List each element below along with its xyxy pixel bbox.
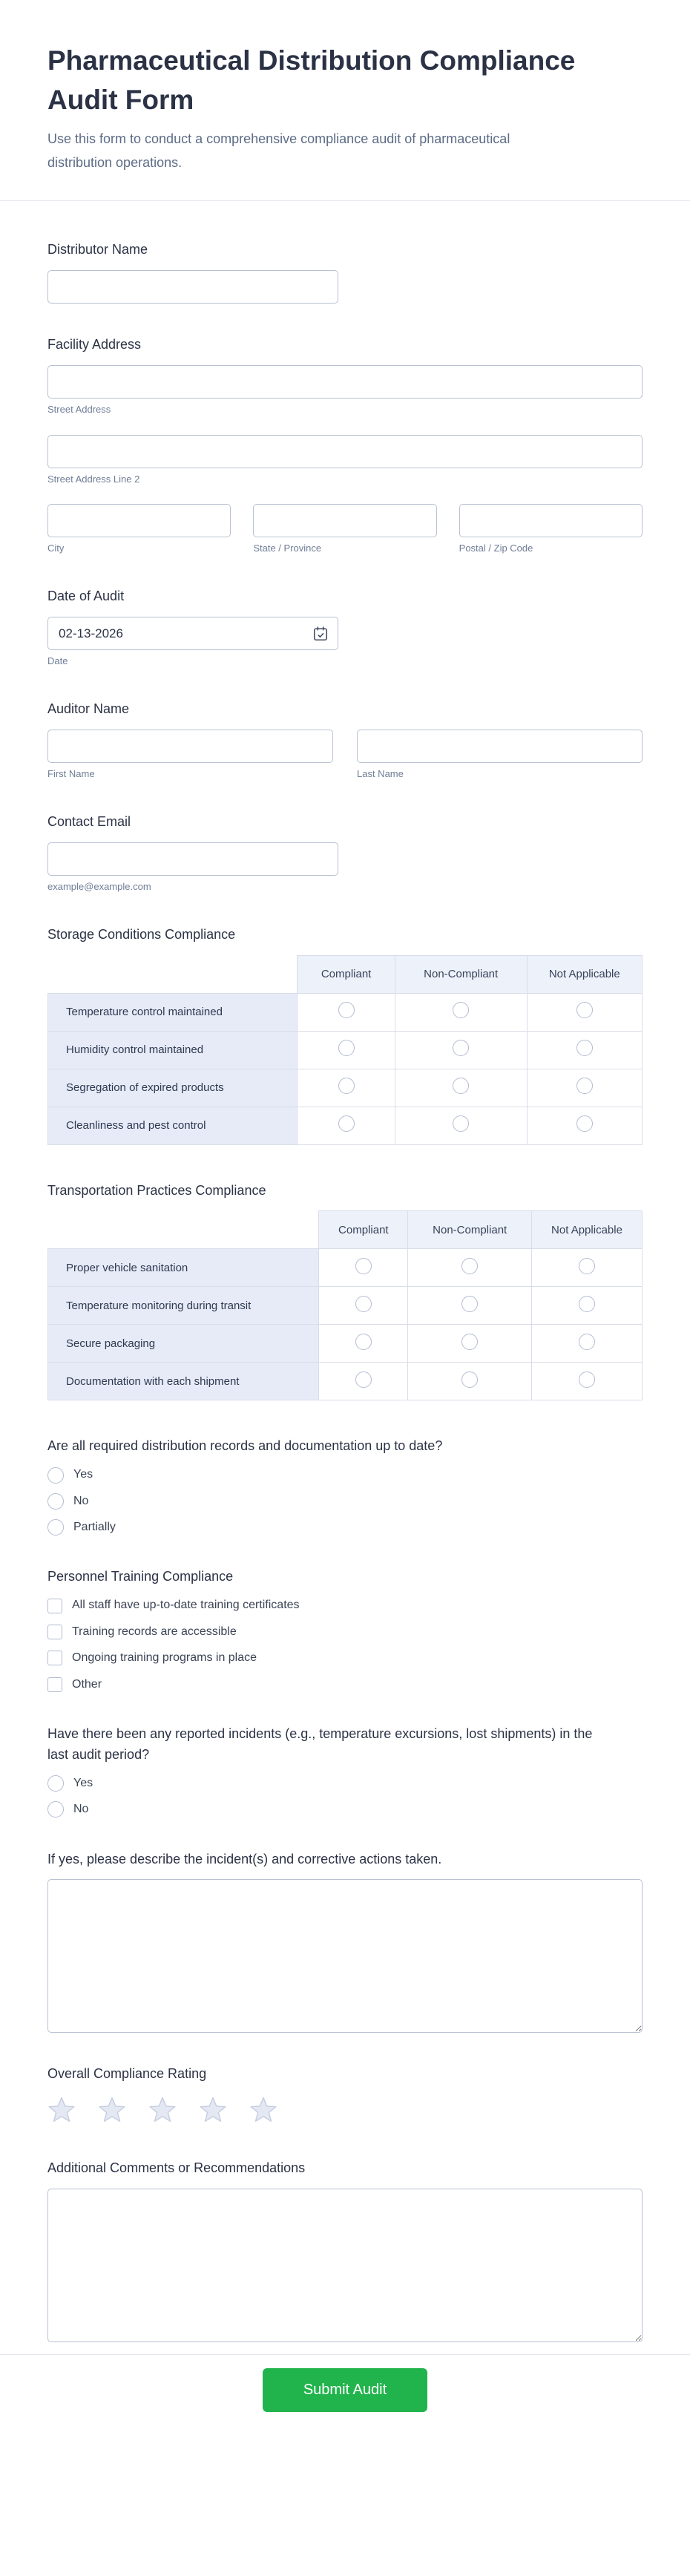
matrix-cell-cleanliness-and-pest-control-compliant bbox=[298, 1107, 395, 1144]
matrix-cell-documentation-with-each-shipment-non-compliant bbox=[408, 1363, 532, 1400]
matrix-row-temperature-monitoring-during-transit bbox=[48, 1287, 643, 1325]
last-name-input[interactable] bbox=[357, 730, 643, 763]
option-label: Ongoing training programs in place bbox=[72, 1651, 257, 1665]
matrix-cell-segregation-of-expired-products-compliant bbox=[298, 1069, 395, 1107]
matrix-row-secure-packaging bbox=[48, 1325, 643, 1363]
radio-option-yes[interactable] bbox=[47, 1466, 643, 1483]
matrix-row-label: Secure packaging bbox=[48, 1325, 319, 1363]
matrix-cell-secure-packaging-non-compliant bbox=[408, 1325, 532, 1363]
star-icon[interactable] bbox=[249, 2097, 277, 2127]
submit-row bbox=[0, 2355, 690, 2436]
incidents-question bbox=[47, 1724, 643, 1818]
checkbox-icon[interactable] bbox=[47, 1599, 62, 1613]
option-label: No bbox=[73, 1803, 89, 1816]
option-label: Yes bbox=[73, 1776, 93, 1789]
form-header bbox=[0, 0, 690, 175]
matrix-row-segregation-of-expired-products bbox=[48, 1069, 643, 1107]
first-name-sublabel: First Name bbox=[47, 767, 95, 779]
matrix-row-label: Proper vehicle sanitation bbox=[48, 1249, 319, 1287]
first-name-input[interactable] bbox=[47, 730, 333, 763]
form-title: Pharmaceutical Distribution Compliance Audit Form bbox=[47, 45, 576, 115]
city-input[interactable] bbox=[47, 504, 231, 537]
matrix-cell-secure-packaging-not-applicable bbox=[531, 1325, 642, 1363]
matrix-column-header-compliant: Compliant bbox=[319, 1211, 408, 1249]
matrix-radio-cleanliness-and-pest-control-not-applicable[interactable] bbox=[576, 1115, 593, 1132]
contact-email-sublabel: example@example.com bbox=[47, 880, 151, 892]
matrix-radio-proper-vehicle-sanitation-not-applicable[interactable] bbox=[579, 1258, 595, 1274]
postal-code-input[interactable] bbox=[459, 504, 643, 537]
incident-details-field bbox=[47, 1849, 643, 2033]
rating-label: Overall Compliance Rating bbox=[47, 2066, 207, 2082]
matrix-radio-secure-packaging-non-compliant[interactable] bbox=[461, 1334, 478, 1350]
contact-email-label: Contact Email bbox=[47, 813, 131, 829]
postal-code-sublabel: Postal / Zip Code bbox=[459, 543, 533, 554]
auditor-name-field bbox=[47, 699, 643, 781]
calendar-icon[interactable] bbox=[312, 626, 329, 642]
matrix-cell-cleanliness-and-pest-control-not-applicable bbox=[527, 1107, 642, 1144]
incidents-options bbox=[47, 1775, 643, 1818]
comments-field bbox=[47, 2158, 643, 2342]
city-sublabel: City bbox=[47, 543, 65, 554]
radio-option-no[interactable] bbox=[47, 1493, 643, 1510]
state-sublabel: State / Province bbox=[253, 543, 322, 554]
matrix-radio-documentation-with-each-shipment-not-applicable[interactable] bbox=[579, 1371, 595, 1388]
last-name-sublabel: Last Name bbox=[357, 767, 404, 779]
matrix-cell-proper-vehicle-sanitation-not-applicable bbox=[531, 1249, 642, 1287]
checkbox-option-ongoing-training-programs-in-place[interactable] bbox=[47, 1650, 643, 1666]
radio-icon[interactable] bbox=[47, 1801, 64, 1818]
matrix-cell-temperature-control-maintained-non-compliant bbox=[395, 993, 527, 1031]
training-question bbox=[47, 1567, 643, 1692]
star-icon[interactable] bbox=[98, 2097, 126, 2127]
matrix-cell-proper-vehicle-sanitation-non-compliant bbox=[408, 1249, 532, 1287]
rating-field bbox=[47, 2064, 643, 2127]
matrix-radio-temperature-monitoring-during-transit-not-applicable[interactable] bbox=[579, 1296, 595, 1312]
matrix-radio-secure-packaging-not-applicable[interactable] bbox=[579, 1334, 595, 1350]
matrix-cell-temperature-monitoring-during-transit-non-compliant bbox=[408, 1287, 532, 1325]
radio-option-no[interactable] bbox=[47, 1801, 643, 1818]
matrix-radio-proper-vehicle-sanitation-non-compliant[interactable] bbox=[461, 1258, 478, 1274]
submit-button[interactable]: Submit Audit bbox=[263, 2368, 427, 2412]
option-label: All staff have up-to-date training certificates bbox=[72, 1599, 300, 1612]
matrix-column-header-non-compliant: Non-Compliant bbox=[408, 1211, 532, 1249]
matrix-radio-humidity-control-maintained-non-compliant[interactable] bbox=[453, 1040, 469, 1056]
radio-icon[interactable] bbox=[47, 1493, 64, 1510]
matrix-corner-cell bbox=[48, 1211, 319, 1249]
matrix-radio-temperature-control-maintained-non-compliant[interactable] bbox=[453, 1002, 469, 1018]
auditor-name-label: Auditor Name bbox=[47, 701, 130, 717]
matrix-row-label: Humidity control maintained bbox=[48, 1031, 298, 1069]
date-input[interactable] bbox=[47, 617, 338, 650]
matrix-radio-humidity-control-maintained-not-applicable[interactable] bbox=[576, 1040, 593, 1056]
checkbox-icon[interactable] bbox=[47, 1625, 62, 1639]
facility-address-field bbox=[47, 335, 643, 556]
matrix-row-label: Temperature monitoring during transit bbox=[48, 1287, 319, 1325]
option-label: Partially bbox=[73, 1521, 116, 1534]
matrix-column-header-compliant: Compliant bbox=[298, 955, 395, 993]
matrix-row-cleanliness-and-pest-control bbox=[48, 1107, 643, 1144]
star-icon[interactable] bbox=[199, 2097, 227, 2127]
date-of-audit-label: Date of Audit bbox=[47, 589, 125, 604]
matrix-row-proper-vehicle-sanitation bbox=[48, 1249, 643, 1287]
star-rating bbox=[47, 2097, 643, 2127]
street-address-line2-input[interactable] bbox=[47, 435, 643, 468]
matrix-cell-segregation-of-expired-products-non-compliant bbox=[395, 1069, 527, 1107]
matrix-cell-documentation-with-each-shipment-compliant bbox=[319, 1363, 408, 1400]
matrix-radio-segregation-of-expired-products-not-applicable[interactable] bbox=[576, 1078, 593, 1094]
option-label: No bbox=[73, 1494, 89, 1507]
matrix-radio-cleanliness-and-pest-control-non-compliant[interactable] bbox=[453, 1115, 469, 1132]
matrix-radio-temperature-monitoring-during-transit-compliant[interactable] bbox=[355, 1296, 372, 1312]
records-options bbox=[47, 1466, 643, 1536]
matrix-column-header-not-applicable: Not Applicable bbox=[531, 1211, 642, 1249]
matrix-cell-cleanliness-and-pest-control-non-compliant bbox=[395, 1107, 527, 1144]
matrix-radio-proper-vehicle-sanitation-compliant[interactable] bbox=[355, 1258, 372, 1274]
matrix-cell-temperature-monitoring-during-transit-compliant bbox=[319, 1287, 408, 1325]
street-address-line2-sublabel: Street Address Line 2 bbox=[47, 473, 140, 485]
matrix-column-header-not-applicable: Not Applicable bbox=[527, 955, 642, 993]
state-input[interactable] bbox=[253, 504, 436, 537]
matrix-row-humidity-control-maintained bbox=[48, 1031, 643, 1069]
matrix-radio-temperature-monitoring-during-transit-non-compliant[interactable] bbox=[461, 1296, 478, 1312]
incident-details-label: If yes, please describe the incident(s) and corrective actions taken. bbox=[47, 1851, 442, 1867]
matrix-row-label: Segregation of expired products bbox=[48, 1069, 298, 1107]
form-body bbox=[0, 201, 690, 2342]
matrix-cell-temperature-monitoring-during-transit-not-applicable bbox=[531, 1287, 642, 1325]
date-sublabel: Date bbox=[47, 655, 68, 667]
transportation-compliance-matrix bbox=[47, 1181, 643, 1401]
checkbox-option-all-staff-have-up-to-date-training-certificates[interactable] bbox=[47, 1597, 643, 1613]
storage-compliance-matrix bbox=[47, 925, 643, 1145]
radio-icon[interactable] bbox=[47, 1775, 64, 1792]
matrix-radio-segregation-of-expired-products-compliant[interactable] bbox=[338, 1078, 355, 1094]
checkbox-option-other[interactable] bbox=[47, 1677, 643, 1693]
transportation-compliance-label: Transportation Practices Compliance bbox=[47, 1182, 266, 1198]
contact-email-input[interactable] bbox=[47, 842, 338, 876]
facility-address-label: Facility Address bbox=[47, 336, 142, 352]
matrix-column-header-non-compliant: Non-Compliant bbox=[395, 955, 527, 993]
matrix-radio-documentation-with-each-shipment-non-compliant[interactable] bbox=[461, 1371, 478, 1388]
contact-email-field bbox=[47, 812, 643, 894]
incident-details-textarea[interactable] bbox=[47, 1879, 643, 2033]
records-question bbox=[47, 1436, 643, 1536]
star-icon[interactable] bbox=[47, 2097, 76, 2127]
matrix-row-label: Temperature control maintained bbox=[48, 993, 298, 1031]
matrix-cell-humidity-control-maintained-non-compliant bbox=[395, 1031, 527, 1069]
date-of-audit-field bbox=[47, 586, 643, 668]
street-address-input[interactable] bbox=[47, 365, 643, 399]
transportation-compliance-table bbox=[47, 1210, 643, 1400]
matrix-cell-segregation-of-expired-products-not-applicable bbox=[527, 1069, 642, 1107]
storage-compliance-label: Storage Conditions Compliance bbox=[47, 926, 236, 942]
training-question-label: Personnel Training Compliance bbox=[47, 1569, 234, 1584]
checkbox-icon[interactable] bbox=[47, 1651, 62, 1665]
option-label: Training records are accessible bbox=[72, 1625, 237, 1638]
comments-textarea[interactable] bbox=[47, 2189, 643, 2342]
checkbox-icon[interactable] bbox=[47, 1677, 62, 1692]
matrix-cell-humidity-control-maintained-not-applicable bbox=[527, 1031, 642, 1069]
checkbox-option-training-records-are-accessible[interactable] bbox=[47, 1624, 643, 1640]
matrix-radio-humidity-control-maintained-compliant[interactable] bbox=[338, 1040, 355, 1056]
matrix-row-documentation-with-each-shipment bbox=[48, 1363, 643, 1400]
date-value: 02-13-2026 bbox=[59, 626, 123, 640]
radio-icon[interactable] bbox=[47, 1467, 64, 1484]
matrix-cell-secure-packaging-compliant bbox=[319, 1325, 408, 1363]
matrix-radio-secure-packaging-compliant[interactable] bbox=[355, 1334, 372, 1350]
comments-label: Additional Comments or Recommendations bbox=[47, 2160, 306, 2176]
matrix-radio-cleanliness-and-pest-control-compliant[interactable] bbox=[338, 1115, 355, 1132]
matrix-corner-cell bbox=[48, 955, 298, 993]
matrix-row-label: Cleanliness and pest control bbox=[48, 1107, 298, 1144]
matrix-row-temperature-control-maintained bbox=[48, 993, 643, 1031]
distributor-name-label: Distributor Name bbox=[47, 241, 148, 257]
training-options bbox=[47, 1597, 643, 1693]
matrix-cell-humidity-control-maintained-compliant bbox=[298, 1031, 395, 1069]
distributor-name-input[interactable] bbox=[47, 270, 338, 304]
matrix-radio-documentation-with-each-shipment-compliant[interactable] bbox=[355, 1371, 372, 1388]
option-label: Other bbox=[72, 1677, 102, 1691]
street-address-sublabel: Street Address bbox=[47, 403, 111, 415]
star-icon[interactable] bbox=[148, 2097, 177, 2127]
distributor-name-field bbox=[47, 240, 643, 304]
matrix-radio-temperature-control-maintained-not-applicable[interactable] bbox=[576, 1002, 593, 1018]
radio-option-partially[interactable] bbox=[47, 1519, 643, 1536]
matrix-cell-proper-vehicle-sanitation-compliant bbox=[319, 1249, 408, 1287]
option-label: Yes bbox=[73, 1468, 93, 1481]
records-question-label: Are all required distribution records and documentation up to date? bbox=[47, 1438, 443, 1454]
matrix-row-label: Documentation with each shipment bbox=[48, 1363, 319, 1400]
matrix-cell-documentation-with-each-shipment-not-applicable bbox=[531, 1363, 642, 1400]
incidents-question-label: Have there been any reported incidents (e.g., temperature excursions, lost shipments) in the last audit period? bbox=[47, 1725, 593, 1762]
radio-option-yes[interactable] bbox=[47, 1775, 643, 1792]
matrix-cell-temperature-control-maintained-not-applicable bbox=[527, 993, 642, 1031]
radio-icon[interactable] bbox=[47, 1519, 64, 1536]
matrix-cell-temperature-control-maintained-compliant bbox=[298, 993, 395, 1031]
form-subtitle: Use this form to conduct a comprehensive compliance audit of pharmaceutical distribution operations. bbox=[47, 131, 510, 171]
matrix-radio-segregation-of-expired-products-non-compliant[interactable] bbox=[453, 1078, 469, 1094]
storage-compliance-table bbox=[47, 955, 643, 1145]
matrix-radio-temperature-control-maintained-compliant[interactable] bbox=[338, 1002, 355, 1018]
